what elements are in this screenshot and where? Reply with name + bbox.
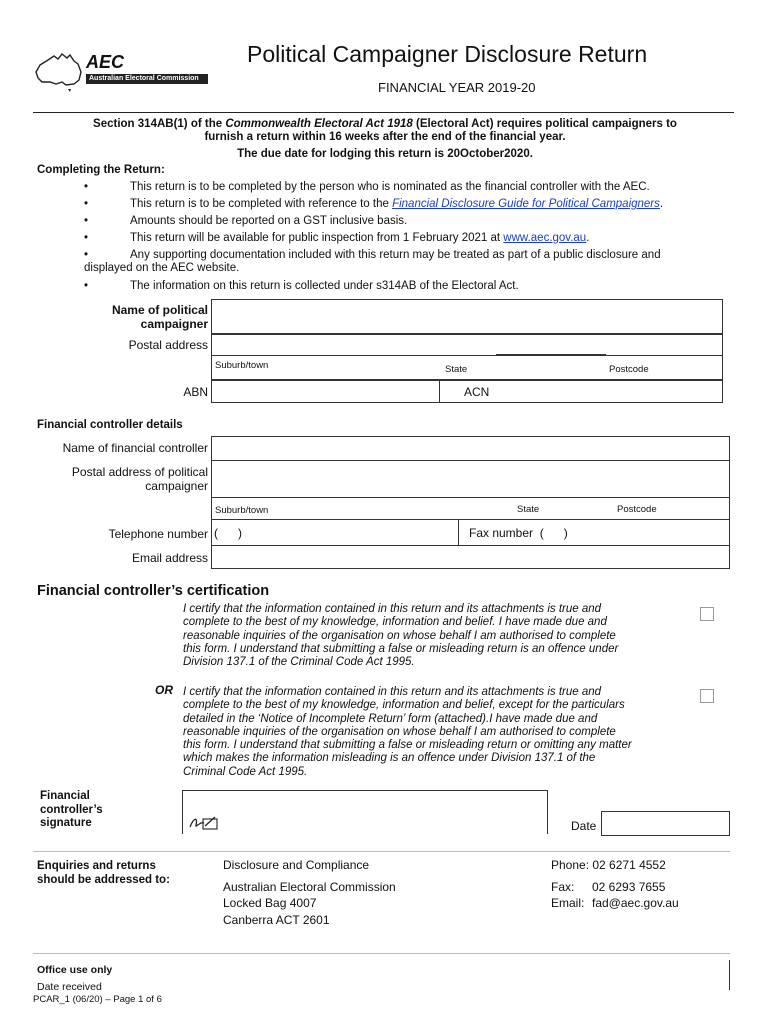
bullet: •: [84, 280, 89, 292]
cert-2-line: which makes the information misleading is an offence under Division 137.1 of the: [183, 752, 596, 765]
address-line-4: Canberra ACT 2601: [223, 913, 330, 927]
cert-2-line: I certify that the information contained in this return and its attachments is true and: [183, 686, 602, 698]
fax-label: Fax number ( ): [469, 526, 568, 540]
campaigner-name-input[interactable]: [211, 299, 723, 334]
enquiries-label-1: Enquiries and returns: [37, 860, 156, 872]
cert-1-line: complete to the best of my knowledge, information and belief. I have made due and: [183, 616, 607, 629]
address-line-3: Locked Bag 4007: [223, 896, 317, 910]
disclosure-guide-link[interactable]: Financial Disclosure Guide for Political Campaigners: [392, 198, 660, 210]
telephone-prefix: ( ): [214, 526, 242, 540]
bullet: •: [84, 249, 89, 261]
intro-post: (Electoral Act) requires political campaigners to: [412, 118, 677, 130]
divider: [33, 851, 730, 852]
campaigner-postal-input[interactable]: [211, 334, 723, 356]
cert-2-line: reasonable inquiries of the organisation on whose behalf I am authorised to complete: [183, 725, 616, 738]
campaigner-name-label: [60, 303, 208, 331]
office-use-heading: Office use only: [37, 964, 113, 976]
suburb-label: Suburb/town: [215, 505, 269, 516]
enquiries-label: [37, 859, 170, 887]
acn-input[interactable]: [439, 380, 723, 403]
controller-postal-label: [20, 465, 208, 493]
signature-label-1: Financial: [40, 790, 90, 802]
intro-due-date: The due date for lodging this return is 20October2020.: [237, 148, 533, 160]
signature-label-3: signature: [40, 817, 92, 829]
state-divider: [496, 354, 606, 355]
aec-website-link[interactable]: www.aec.gov.au: [503, 232, 587, 244]
bullet-2-post: .: [659, 198, 664, 210]
controller-heading: Financial controller details: [37, 419, 183, 431]
controller-name-input[interactable]: [211, 436, 730, 461]
controller-suburb-row[interactable]: [211, 498, 730, 520]
telephone-label: Telephone number: [108, 527, 208, 541]
cert-1-line: I certify that the information contained in this return and its attachments is true and: [183, 603, 602, 615]
postcode-label: Postcode: [609, 364, 649, 375]
office-box-edge: [729, 960, 730, 990]
cert-1-line: Division 137.1 of the Criminal Code Act 1995.: [183, 656, 415, 669]
page-footer: PCAR_1 (06/20) – Page 1 of 6: [33, 994, 162, 1005]
signature-box[interactable]: [182, 790, 548, 834]
abn-label: ABN: [183, 385, 208, 399]
cert-1-line: this form. I understand that submitting a false or misleading return is an offence under: [183, 642, 619, 655]
bullet-2-pre: This return is to be completed with reference to the: [130, 198, 393, 210]
completing-heading: Completing the Return:: [37, 164, 165, 176]
bullet-text-3: Amounts should be reported on a GST inclusive basis.: [130, 215, 408, 227]
intro-line-2: furnish a return within 16 weeks after the end of the financial year.: [204, 131, 566, 143]
campaigner-name-label-1: Name of political: [111, 303, 208, 317]
certification-1-checkbox[interactable]: [700, 607, 714, 621]
certification-heading: Financial controller’s certification: [37, 583, 270, 599]
certification-2-checkbox[interactable]: [700, 689, 714, 703]
contact-email-label: Email:: [551, 896, 585, 910]
divider: [33, 953, 730, 954]
intro-pre: Section 314AB(1) of the: [93, 118, 226, 130]
date-received-label: Date received: [37, 981, 102, 991]
fax-input[interactable]: [458, 520, 730, 546]
certification-option-1: [183, 603, 703, 669]
logo-text: AEC: [86, 52, 125, 72]
cert-2-line: detailed in the ‘Notice of Incomplete Return’ form (attached).I have made due and: [183, 712, 598, 725]
bullet: •: [84, 215, 89, 227]
signature-label-2: controller’s: [40, 803, 103, 816]
bullet-text-4: [130, 232, 589, 244]
page-subtitle: FINANCIAL YEAR 2019-20: [378, 80, 536, 95]
cert-1-line: reasonable inquiries of the organisation on whose behalf I am authorised to complete: [183, 629, 616, 642]
page-title: Political Campaigner Disclosure Return: [247, 41, 648, 67]
campaigner-name-label-2: campaigner: [140, 317, 208, 331]
campaigner-postal-label: Postal address: [128, 338, 208, 352]
email-input[interactable]: [211, 546, 730, 569]
acn-label: ACN: [464, 385, 490, 399]
state-label: State: [445, 364, 468, 375]
telephone-input[interactable]: [211, 520, 459, 546]
pen-signature-icon: [188, 811, 220, 833]
controller-postal-label-2: campaigner: [145, 479, 208, 493]
bullet-text-1: This return is to be completed by the person who is nominated as the financial controller with the AEC.: [130, 181, 650, 193]
intro-act: Commonwealth Electoral Act 1918: [225, 118, 413, 130]
or-label: OR: [155, 683, 173, 697]
controller-postal-input[interactable]: [211, 461, 730, 498]
bullet-text-6: The information on this return is collected under s314AB of the Electoral Act.: [130, 280, 519, 292]
cert-2-line: Criminal Code Act 1995.: [183, 765, 308, 778]
certification-option-2: [183, 686, 713, 779]
contact-phone: Phone: 02 6271 4552: [551, 858, 666, 872]
contact-fax-label: Fax:: [551, 880, 575, 894]
aec-logo: [34, 52, 209, 94]
bullet-text-5b: displayed on the AEC website.: [84, 262, 240, 274]
address-line-1: Disclosure and Compliance: [223, 858, 370, 872]
bullet-text-5a: Any supporting documentation included with this return may be treated as part of a public disclosure and: [130, 249, 661, 261]
bullet-4-post: .: [586, 232, 590, 244]
enquiries-label-2: should be addressed to:: [37, 874, 170, 886]
postcode-label: Postcode: [617, 504, 657, 515]
controller-postal-label-1: Postal address of political: [71, 465, 208, 479]
australia-map-icon: [34, 52, 86, 94]
intro-line-1: [0, 118, 770, 130]
bullet-text-2: [130, 198, 663, 210]
bullet: •: [84, 181, 89, 193]
contact-email[interactable]: fad@aec.gov.au: [592, 896, 679, 910]
cert-2-line: complete to the best of my knowledge, information and belief, except for the particulars: [183, 699, 625, 712]
logo-subtext: Australian Electoral Commission: [86, 74, 208, 84]
date-input[interactable]: [601, 811, 730, 836]
email-label: Email address: [131, 551, 208, 565]
controller-name-label: Name of financial controller: [62, 441, 208, 455]
date-label: Date: [571, 819, 597, 833]
bullet-4-pre: This return will be available for public inspection from 1 February 2021 at: [130, 232, 504, 244]
bullet: •: [84, 198, 89, 210]
address-line-2: Australian Electoral Commission: [223, 880, 396, 894]
abn-input[interactable]: [211, 380, 440, 403]
cert-2-line: this form. I understand that submitting a false or misleading return or omitting any matter: [183, 739, 632, 752]
contact-fax: 02 6293 7655: [592, 880, 666, 894]
state-label: State: [517, 504, 540, 515]
signature-label: [40, 790, 103, 831]
suburb-label: Suburb/town: [215, 360, 269, 371]
header-divider: [33, 112, 734, 113]
bullet: •: [84, 232, 89, 244]
campaigner-suburb-row[interactable]: [211, 356, 723, 380]
